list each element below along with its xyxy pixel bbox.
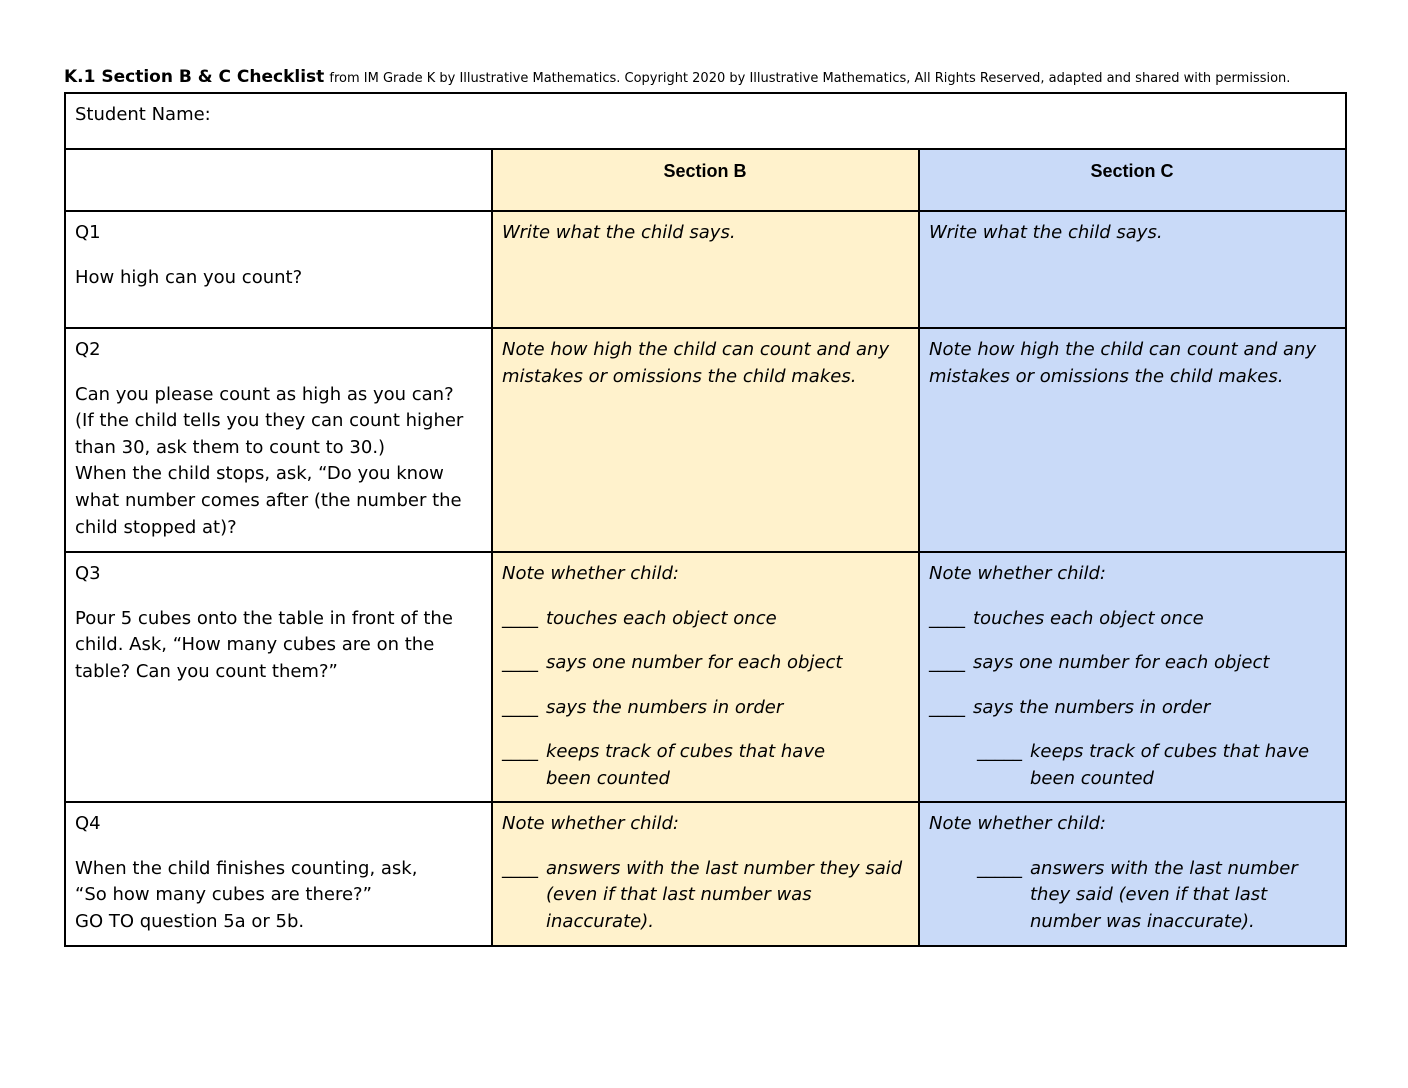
question-cell [65, 552, 492, 802]
table-row [65, 211, 1346, 328]
section-b-response-cell [492, 802, 919, 946]
section-c-response-cell[interactable] [919, 328, 1346, 552]
checklist-item[interactable] [977, 856, 1335, 936]
checklist-item[interactable] [929, 606, 1335, 633]
question-number: Q4 [75, 813, 101, 834]
checklist-title: K.1 Section B & C Checklist [64, 67, 325, 87]
check-label: keeps track of cubes that have been counted [546, 741, 826, 789]
section-header-row [65, 149, 1346, 211]
question-cell [65, 211, 492, 328]
section-c-instruction: Write what the child says. [929, 222, 1163, 243]
check-blank[interactable]: _____ [977, 741, 1022, 763]
section-b-response-cell[interactable] [492, 328, 919, 552]
question-prompt: When the child stops, ask, “Do you know what number comes after (the number the child stopped at)? [75, 463, 462, 538]
question-number: Q1 [75, 222, 101, 243]
question-prompt: How high can you count? [75, 266, 303, 288]
section-b-instruction: Write what the child says. [502, 222, 736, 243]
section-c-instruction: Note how high the child can count and any mistakes or omissions the child makes. [929, 339, 1317, 387]
check-label: touches each object once [973, 607, 1204, 629]
check-label: says the numbers in order [546, 696, 784, 718]
check-blank[interactable]: ____ [929, 696, 965, 718]
empty-header-cell [65, 149, 492, 211]
question-prompt: Can you please count as high as you can? [75, 383, 454, 405]
copyright-credit: from IM Grade K by Illustrative Mathematics. Copyright 2020 by Illustrative Mathematics, All Rights Reserved, adapted and shared with permission. [329, 71, 1291, 86]
question-prompt: Pour 5 cubes onto the table in front of the child. Ask, “How many cubes are on the table? Can you count them?” [75, 607, 453, 682]
question-prompt: GO TO question 5a or 5b. [75, 910, 305, 932]
table-row [65, 552, 1346, 802]
section-c-response-cell[interactable] [919, 211, 1346, 328]
check-blank[interactable]: ____ [502, 857, 538, 879]
checklist-item[interactable] [977, 739, 1335, 792]
question-prompt: When the child finishes counting, ask, [75, 857, 418, 879]
table-row [65, 802, 1346, 946]
check-label: says one number for each object [973, 652, 1270, 674]
checklist-item[interactable] [502, 856, 908, 936]
checklist-item[interactable] [502, 650, 908, 677]
check-label: answers with the last number they said (even if that last number was inaccurate). [546, 857, 903, 932]
check-blank[interactable]: ____ [929, 607, 965, 629]
question-cell [65, 328, 492, 552]
section-b-instruction: Note how high the child can count and any mistakes or omissions the child makes. [502, 339, 890, 387]
checklist-item[interactable] [502, 606, 908, 633]
section-b-header: Section B [492, 149, 919, 211]
section-b-instruction: Note whether child: [502, 813, 679, 834]
check-label: touches each object once [546, 607, 777, 629]
section-c-instruction: Note whether child: [929, 813, 1106, 834]
check-label: says the numbers in order [973, 696, 1211, 718]
section-c-header: Section C [919, 149, 1346, 211]
document-heading [64, 66, 1354, 90]
section-b-response-cell [492, 552, 919, 802]
section-c-response-cell [919, 552, 1346, 802]
check-label: keeps track of cubes that have been counted [1030, 741, 1310, 789]
section-c-response-cell [919, 802, 1346, 946]
check-blank[interactable]: ____ [502, 696, 538, 718]
question-number: Q3 [75, 563, 101, 584]
check-blank[interactable]: ____ [502, 652, 538, 674]
checklist-item[interactable] [929, 650, 1335, 677]
question-prompt: “So how many cubes are there?” [75, 884, 372, 906]
check-blank[interactable]: _____ [977, 857, 1022, 879]
check-blank[interactable]: ____ [502, 607, 538, 629]
check-blank[interactable]: ____ [502, 741, 538, 763]
question-cell [65, 802, 492, 946]
check-blank[interactable]: ____ [929, 652, 965, 674]
student-name-row [65, 93, 1346, 149]
check-label: says one number for each object [546, 652, 843, 674]
checklist-item[interactable] [929, 695, 1335, 722]
checklist-item[interactable] [502, 739, 908, 792]
table-row [65, 328, 1346, 552]
student-name-label: Student Name: [75, 104, 211, 125]
section-b-instruction: Note whether child: [502, 563, 679, 584]
student-name-field[interactable] [65, 93, 1346, 149]
checklist-table [64, 92, 1347, 947]
section-b-response-cell[interactable] [492, 211, 919, 328]
check-label: answers with the last number they said (even if that last number was inaccurate). [1030, 857, 1298, 932]
checklist-item[interactable] [502, 695, 908, 722]
question-prompt: (If the child tells you they can count higher than 30, ask them to count to 30.) [75, 410, 464, 458]
question-number: Q2 [75, 339, 101, 360]
section-c-instruction: Note whether child: [929, 563, 1106, 584]
